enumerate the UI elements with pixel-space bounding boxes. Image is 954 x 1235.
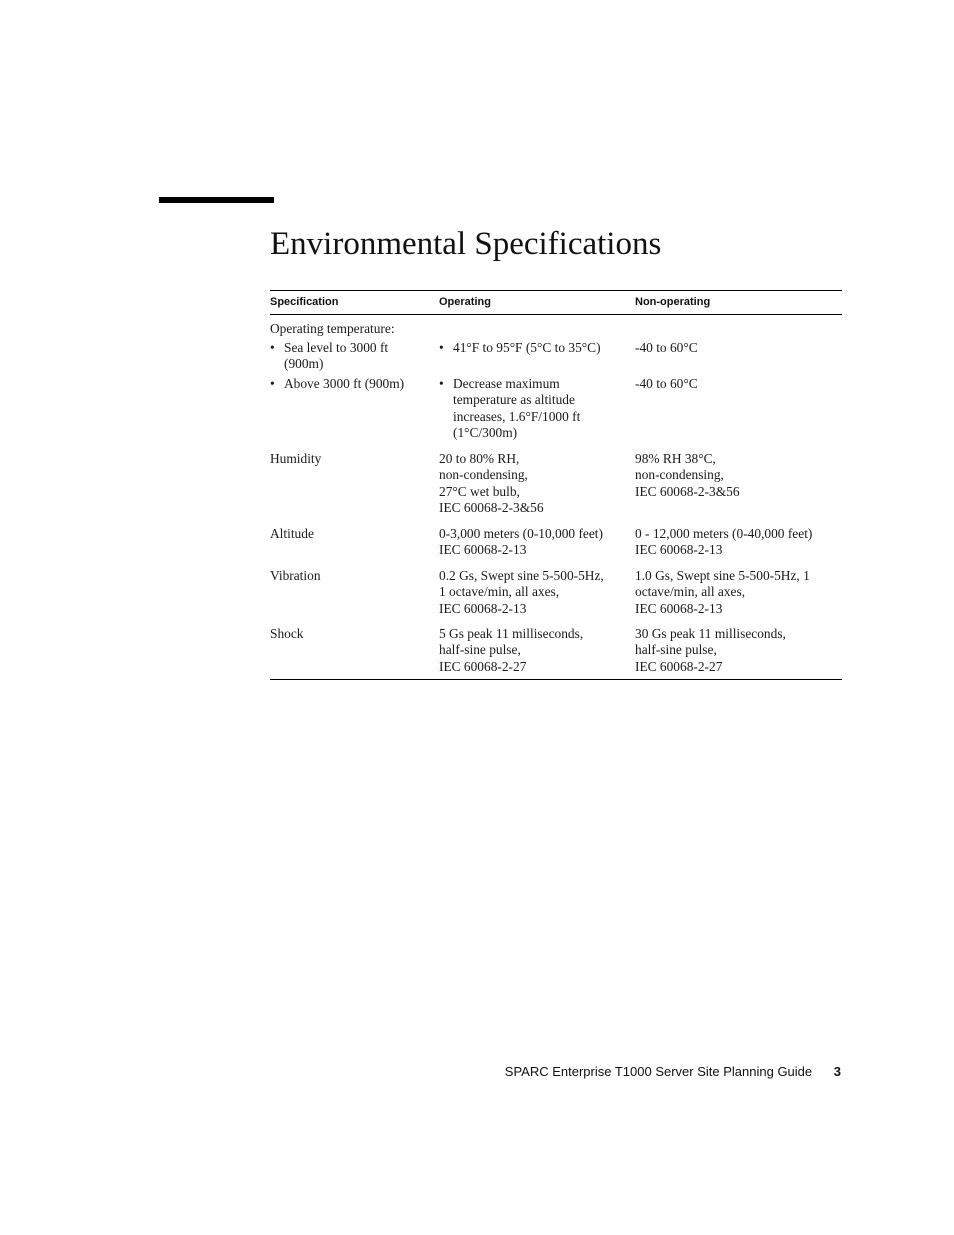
humidity-operating: 20 to 80% RH, non-condensing, 27°C wet bulb, IEC 60068-2-3&56 [439,451,544,515]
temp-row-above-3000-non-operating: -40 to 60°C [635,376,698,391]
section-rule-bar [159,197,274,203]
page-title: Environmental Specifications [270,226,662,262]
temp-row-sea-level-non-operating: -40 to 60°C [635,340,698,355]
temp-row-above-3000-spec: • Above 3000 ft (900m) [270,376,405,391]
header-non-operating: Non-operating [635,296,711,308]
environmental-spec-table [270,290,842,680]
vibration-operating: 0.2 Gs, Swept sine 5-500-5Hz, 1 octave/min, all axes, IEC 60068-2-13 [439,568,604,616]
shock-spec: Shock [270,626,304,641]
header-specification: Specification [270,296,339,308]
vibration-non-operating: 1.0 Gs, Swept sine 5-500-5Hz, 1 octave/min, all axes, IEC 60068-2-13 [635,568,810,616]
bullet-icon: • [270,340,275,355]
page-footer [505,1064,841,1079]
bullet-icon: • [439,340,444,355]
table-header [270,290,842,315]
temp-row-above-3000-operating: • Decrease maximum temperature as altitude increases, 1.6°F/1000 ft (1°C/300m) [439,376,581,440]
footer-guide-title: SPARC Enterprise T1000 Server Site Planning Guide [504,1064,813,1079]
altitude-spec: Altitude [270,526,314,541]
vibration-spec: Vibration [270,568,321,583]
shock-non-operating: 30 Gs peak 11 milliseconds, half-sine pulse, IEC 60068-2-27 [635,626,786,674]
page-number: 3 [833,1064,841,1079]
bullet-icon: • [439,376,444,391]
temp-row-sea-level-operating: • 41°F to 95°F (5°C to 35°C) [439,340,601,355]
humidity-non-operating: 98% RH 38°C, non-condensing, IEC 60068-2-3&56 [635,451,740,499]
humidity-spec: Humidity [270,451,322,466]
bullet-icon: • [270,376,275,391]
header-operating: Operating [439,296,491,308]
temperature-group-label: Operating temperature: [270,321,395,336]
table-body [270,315,842,680]
temp-row-sea-level-spec: • Sea level to 3000 ft (900m) [270,340,389,372]
altitude-operating: 0-3,000 meters (0-10,000 feet) IEC 60068-2-13 [439,526,603,558]
shock-operating: 5 Gs peak 11 milliseconds, half-sine pulse, IEC 60068-2-27 [439,626,584,674]
altitude-non-operating: 0 - 12,000 meters (0-40,000 feet) IEC 60068-2-13 [635,526,813,558]
